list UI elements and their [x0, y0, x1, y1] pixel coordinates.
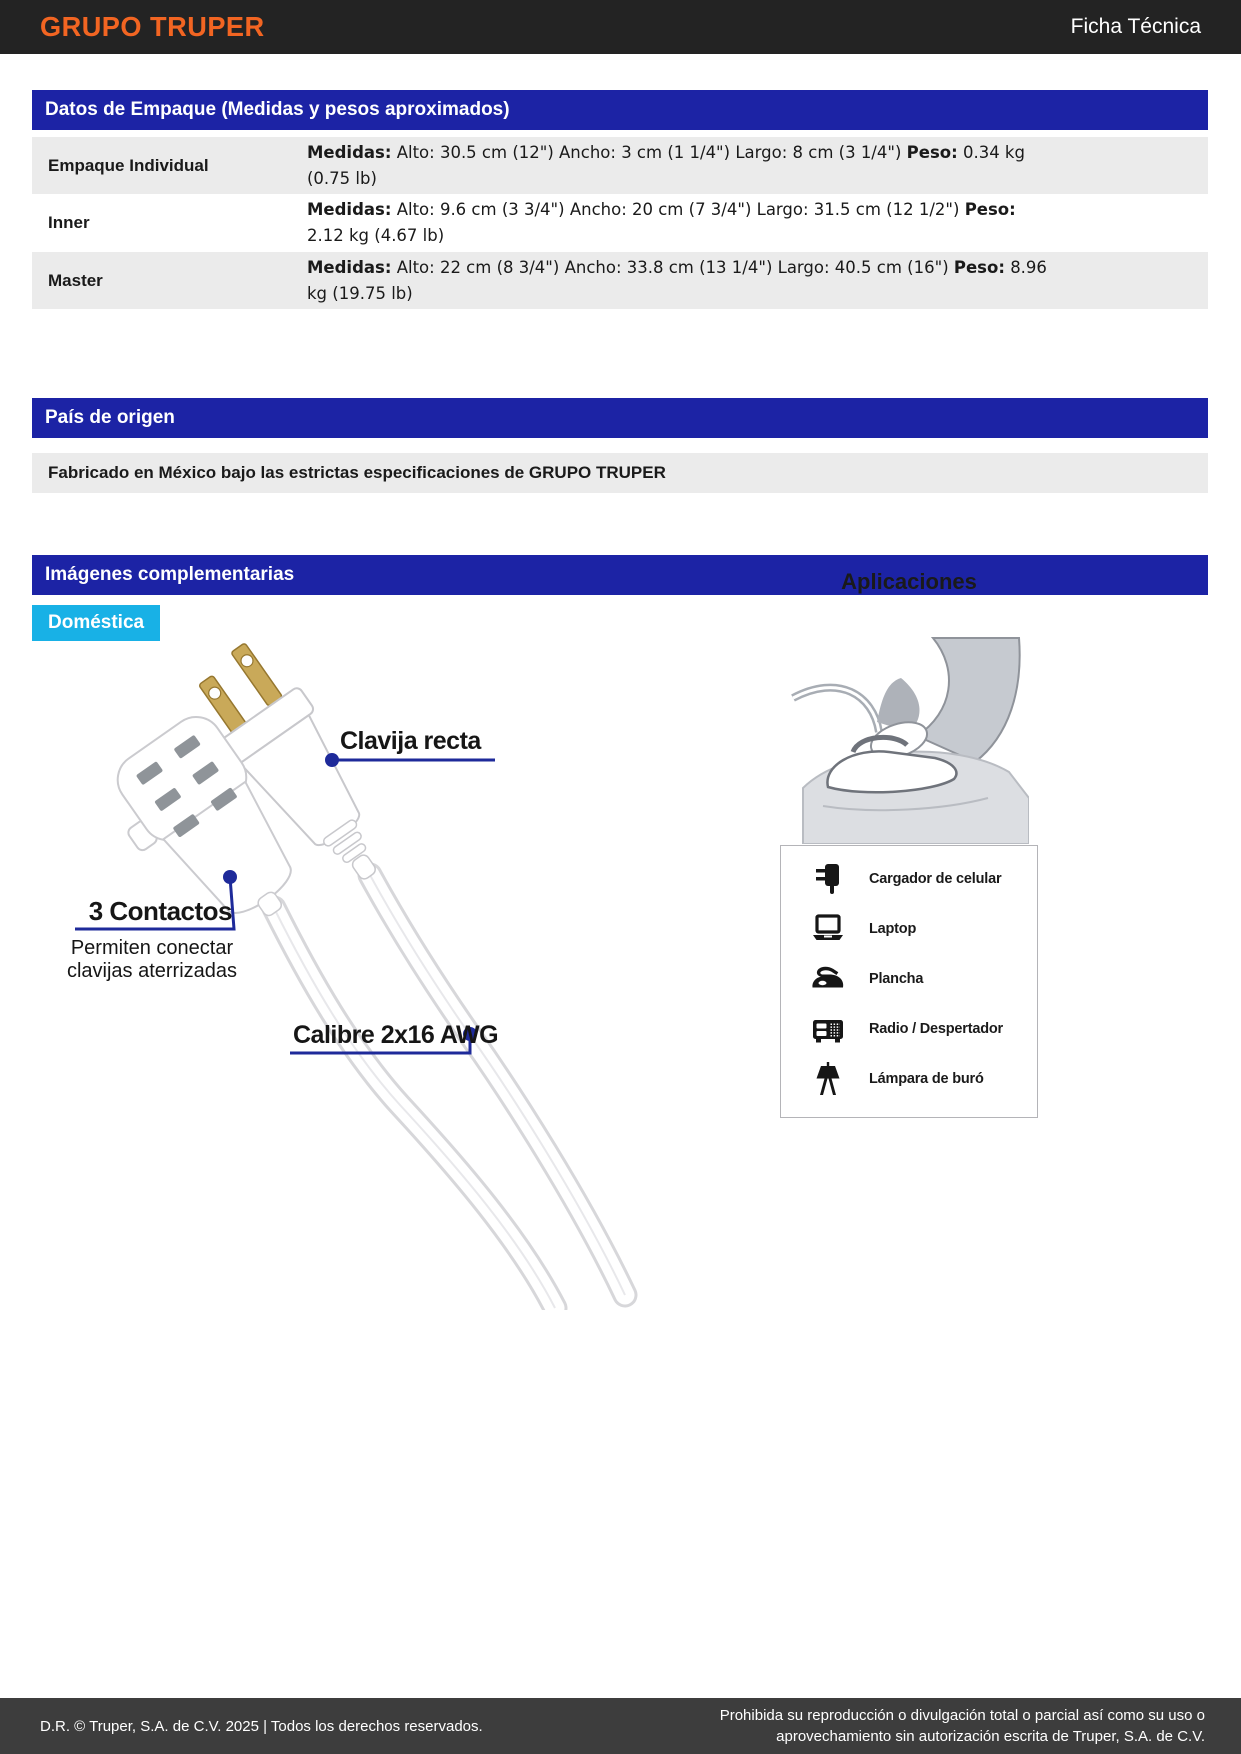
list-item	[781, 904, 1037, 954]
callout-dot	[223, 870, 237, 884]
footer-bar	[0, 1698, 1241, 1754]
charger-icon	[803, 861, 853, 897]
packaging-section-header: Datos de Empaque (Medidas y pesos aproximados)	[32, 90, 1208, 130]
medidas-value: Alto: 30.5 cm (12") Ancho: 3 cm (1 1/4") Largo: 8 cm (3 1/4")	[396, 142, 902, 162]
peso-value: 8.96 kg (19.75 lb)	[307, 257, 1047, 303]
lamp-icon	[803, 1061, 853, 1097]
contactos-sub1: Permiten conectar	[70, 937, 234, 959]
packaging-type-label: Master	[48, 270, 103, 290]
table-row	[32, 194, 1208, 252]
calibre-label: Calibre 2x16 AWG	[293, 1021, 499, 1049]
application-label: Plancha	[869, 971, 924, 987]
iron-icon	[803, 961, 853, 997]
packaging-row-values	[307, 247, 1047, 314]
packaging-type-label: Inner	[48, 213, 90, 232]
packaging-type-label: Empaque Individual	[48, 155, 209, 175]
ironing-illustration	[783, 636, 1029, 844]
grupo-truper-logo: GRUPO TRUPER	[40, 11, 265, 42]
list-item	[781, 1054, 1037, 1104]
peso-value: 2.12 kg (4.67 lb)	[307, 226, 445, 245]
peso-label: Peso:	[906, 142, 958, 162]
application-label: Lámpara de buró	[869, 1071, 984, 1087]
legal-text-line1: Prohibida su reproducción o divulgación total o parcial así como su uso o	[719, 1707, 1205, 1724]
table-row	[32, 252, 1208, 309]
origin-text: Fabricado en México bajo las estrictas especificaciones de GRUPO TRUPER	[32, 453, 1208, 493]
callout-dot	[325, 753, 339, 767]
list-item	[781, 854, 1037, 904]
copyright-text: D.R. © Truper, S.A. de C.V. 2025 | Todos los derechos reservados.	[40, 1717, 483, 1735]
medidas-label: Medidas:	[307, 142, 392, 162]
medidas-label: Medidas:	[307, 200, 392, 220]
peso-label: Peso:	[964, 200, 1016, 220]
callout-clavija-recta	[325, 727, 495, 767]
table-row	[32, 137, 1208, 194]
applications-title: Aplicaciones	[841, 569, 977, 594]
contactos-sub2: clavijas aterrizadas	[66, 960, 238, 982]
legal-text-line2: aprovechamiento sin autorización escrita de Truper, S.A. de C.V.	[776, 1728, 1205, 1745]
list-item	[781, 954, 1037, 1004]
laptop-icon	[803, 911, 853, 947]
images-section-header: Imágenes complementarias	[32, 555, 1208, 595]
legal-text	[720, 1705, 1205, 1747]
clavija-recta-label: Clavija recta	[340, 727, 481, 755]
list-item	[781, 1004, 1037, 1054]
header-bar	[0, 0, 1241, 54]
category-badge: Doméstica	[32, 605, 160, 641]
medidas-label: Medidas:	[307, 257, 392, 277]
callout-calibre	[290, 1021, 498, 1053]
peso-label: Peso:	[953, 257, 1005, 277]
peso-value: 0.34 kg (0.75 lb)	[307, 142, 1025, 188]
contactos-label: 3 Contactos	[88, 896, 232, 926]
medidas-value: Alto: 22 cm (8 3/4") Ancho: 33.8 cm (13 1/4") Largo: 40.5 cm (16")	[396, 257, 949, 277]
medidas-value: Alto: 9.6 cm (3 3/4") Ancho: 20 cm (7 3/4") Largo: 31.5 cm (12 1/2")	[396, 200, 960, 220]
origin-section-header: País de origen	[32, 398, 1208, 438]
application-label: Radio / Despertador	[869, 1021, 1003, 1037]
radio-icon	[803, 1011, 853, 1047]
application-label: Laptop	[869, 921, 917, 937]
applications-box	[780, 845, 1038, 1118]
product-illustration	[40, 630, 700, 1310]
application-label: Cargador de celular	[869, 871, 1002, 887]
document-type-label: Ficha Técnica	[1070, 15, 1201, 38]
